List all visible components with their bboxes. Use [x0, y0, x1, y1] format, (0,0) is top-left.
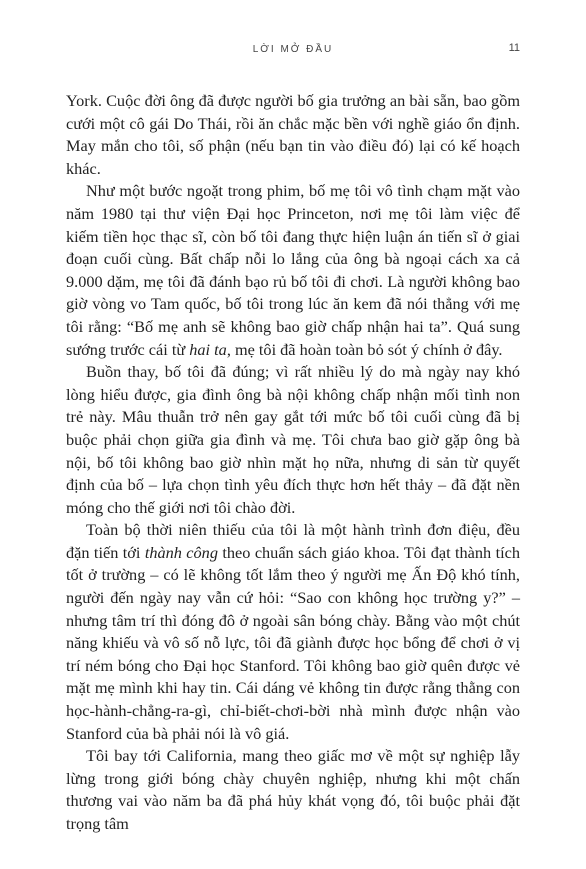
paragraph-5: Tôi bay tới California, mang theo giấc mơ về một sự nghiệp lẫy lừng trong giới bóng chày chuyên nghiệp, nhưng khi một chấn thương vai vào năm ba đã phá hủy khát vọng đó, tôi buộc phải đặt trọng tâm	[66, 746, 520, 833]
paragraph-3: Buồn thay, bố tôi đã đúng; vì rất nhiều lý do mà ngày nay khó lòng hiểu được, gia đình ông bà nội không chấp nhận mối tình non trẻ này. Mâu thuẫn trở nên gay gắt tới mức bố tôi cuối cùng đã bị buộc phải chọn giữa gia đình và mẹ. Tôi chưa bao giờ gặp ông bà nội, bố tôi không bao giờ nhìn mặt họ nữa, nhưng di sản từ quyết định của bố – lựa chọn tình yêu đích thực hơn hết thảy – đã đặt nền móng cho thế giới nơi tôi chào đời.	[66, 362, 520, 517]
emphasis-hai-ta: hai ta	[189, 339, 227, 359]
emphasis-thanh-cong: thành công	[144, 542, 218, 562]
paragraph-1: York. Cuộc đời ông đã được người bố gia trưởng an bài sẵn, bao gồm cưới một cô gái Do Thái, rồi ăn chắc mặc bền với nghề giáo ổn định. May mắn cho tôi, số phận (nếu bạn tin vào điều đó) lại có kế hoạch khác.	[66, 91, 520, 178]
body-text	[66, 90, 520, 836]
page-number: 11	[508, 42, 520, 54]
paragraph-2: Như một bước ngoặt trong phim, bố mẹ tôi vô tình chạm mặt vào năm 1980 tại thư viện Đại học Princeton, nơi mẹ tôi làm việc để kiếm tiền học thạc sĩ, còn bố tôi đang thực hiện luận án tiến sĩ ở giai đoạn cuối cùng. Bất chấp nỗi lo lắng của ông bà ngoại cách xa cả 9.000 dặm, mẹ tôi đã đánh bạo rủ bố tôi đi chơi. Là người không bao giờ vòng vo Tam quốc, bố tôi trong lúc ăn kem đã nói thẳng với mẹ tôi rằng: “Bố mẹ anh sẽ không bao giờ chấp nhận hai ta”. Quá sung sướng trước cái từ hai ta, mẹ tôi đã hoàn toàn bỏ sót ý chính ở đây.	[66, 181, 520, 359]
running-head: LỜI MỞ ĐẦU	[252, 44, 334, 55]
paragraph-4: Toàn bộ thời niên thiếu của tôi là một hành trình đơn điệu, đều đặn tiến tới thành công theo chuẩn sách giáo khoa. Tôi đạt thành tích tốt ở trường – có lẽ không tốt lắm theo ý người mẹ Ấn Độ khó tính, người đến ngày nay vẫn cứ hỏi: “Sao con không học trường y?” – nhưng tâm trí thì đóng đô ở ngoài sân bóng chày. Bằng vào một chút năng khiếu và vô số nỗ lực, tôi đã giành được học bổng để chơi ở vị trí ném bóng cho Đại học Stanford. Tôi không bao giờ quên được vẻ mặt mẹ mình khi hay tin. Cái dáng vẻ không tin được rằng thằng con học-hành-chẳng-ra-gì, chỉ-biết-chơi-bời nhà mình được nhận vào Stanford của bà phải nói là vô giá.	[66, 520, 521, 743]
